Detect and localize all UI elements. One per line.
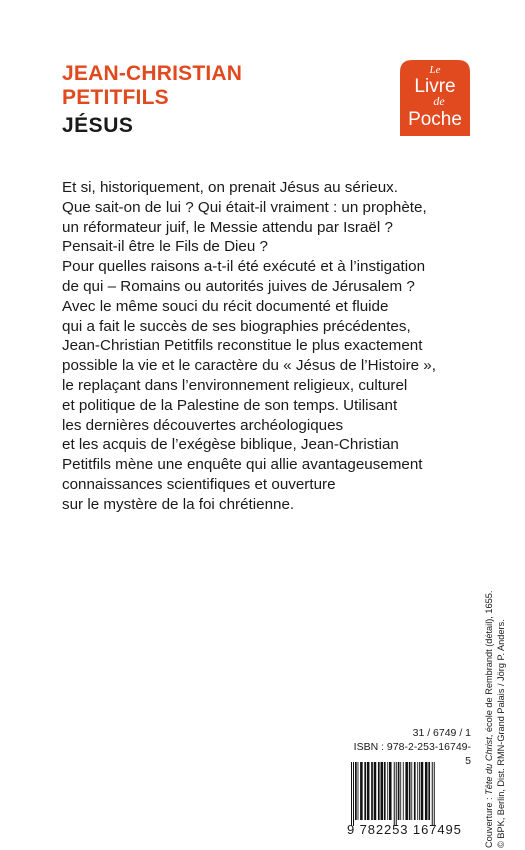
author-last-name: PETITFILS: [62, 86, 169, 109]
blurb-line: de qui – Romains ou autorités juives de Jérusalem ?: [62, 277, 415, 295]
back-cover-blurb: [62, 178, 462, 515]
barcode-bar: [355, 762, 357, 820]
blurb-line: Jean-Christian Petitfils reconstitue le plus exactement: [62, 337, 423, 355]
blurb-line: le replaçant dans l’environnement religieux, culturel: [62, 376, 408, 394]
barcode-bar: [421, 762, 424, 820]
logo-word-livre: Livre: [414, 76, 456, 97]
barcode-bar: [419, 762, 420, 820]
barcode-bar: [434, 762, 435, 826]
blurb-line: Avec le même souci du récit documenté et fluide: [62, 297, 389, 315]
barcode-bar: [367, 762, 370, 820]
barcode-bar: [398, 762, 400, 820]
isbn-barcode: [350, 762, 472, 826]
blurb-line: Et si, historiquement, on prenait Jésus au sérieux.: [62, 179, 398, 196]
blurb-line: Petitfils mène une enquête qui allie avantageusement: [62, 456, 423, 474]
barcode-digits: 9 782253 167495: [347, 822, 462, 837]
barcode-bar: [353, 762, 354, 826]
barcode-bar: [403, 762, 404, 820]
barcode-bar: [425, 762, 428, 820]
barcode-bar: [381, 762, 384, 820]
blurb-line: qui a fait le succès de ses biographies précédentes,: [62, 317, 411, 335]
author-name: [62, 62, 242, 110]
barcode-bar: [360, 762, 363, 820]
isbn-label: ISBN : 978-2-253-16749-5: [353, 741, 471, 767]
barcode-bar: [411, 762, 412, 820]
logo-word-poche: Poche: [408, 109, 462, 130]
blurb-line: connaissances scientifiques et ouverture: [62, 475, 336, 493]
blurb-line: possible la vie et le caractère du « Jésus de l’Histoire »,: [62, 357, 436, 375]
barcode-bar: [389, 762, 392, 820]
blurb-line: Pour quelles raisons a-t-il été exécuté et à l’instigation: [62, 258, 426, 276]
blurb-line: un réformateur juif, le Messie attendu par Israël ?: [62, 218, 393, 236]
barcode-bar: [409, 762, 411, 820]
barcode-bar: [428, 762, 430, 820]
barcode-bar: [432, 762, 433, 826]
logo-word-de: de: [433, 94, 445, 108]
barcode-bar: [394, 762, 395, 826]
barcode-bar: [364, 762, 366, 820]
barcode-bar: [374, 762, 377, 820]
barcode-bar: [405, 762, 408, 820]
barcode-bar: [371, 762, 373, 820]
blurb-line: sur le mystère de la foi chrétienne.: [62, 495, 295, 513]
le-livre-de-poche-logo: [398, 58, 472, 138]
photo-credit-line: © BPK, Berlin, Dist. RMN-Grand Palais / Jörg P. Anders.: [495, 619, 506, 848]
barcode-bar: [351, 762, 352, 826]
blurb-line: et les acquis de l’exégèse biblique, Jean-Christian: [62, 436, 399, 454]
author-first-name: JEAN-CHRISTIAN: [62, 62, 243, 85]
barcode-bar: [414, 762, 416, 820]
logo-word-le: Le: [429, 64, 441, 76]
catalog-number: 31 / 6749 / 1: [412, 727, 471, 739]
barcode-bar: [378, 762, 380, 820]
barcode-bar: [400, 762, 401, 820]
barcode-bar: [384, 762, 386, 820]
blurb-line: les dernières découvertes archéologiques: [62, 416, 344, 434]
blurb-line: Pensait-il être le Fils de Dieu ?: [62, 238, 268, 256]
barcode-bar: [358, 762, 359, 820]
barcode-bar: [417, 762, 418, 820]
cover-credits: [484, 518, 507, 848]
blurb-line: Que sait-on de lui ? Qui était-il vraiment : un prophète,: [62, 198, 427, 216]
barcode-bar: [387, 762, 388, 820]
blurb-line: et politique de la Palestine de son temps. Utilisant: [62, 396, 398, 414]
cover-credit-line: Couverture : Tête du Christ, école de Rembrandt (détail), 1655.: [484, 590, 494, 848]
barcode-bar: [396, 762, 397, 826]
book-title: JÉSUS: [62, 114, 134, 137]
